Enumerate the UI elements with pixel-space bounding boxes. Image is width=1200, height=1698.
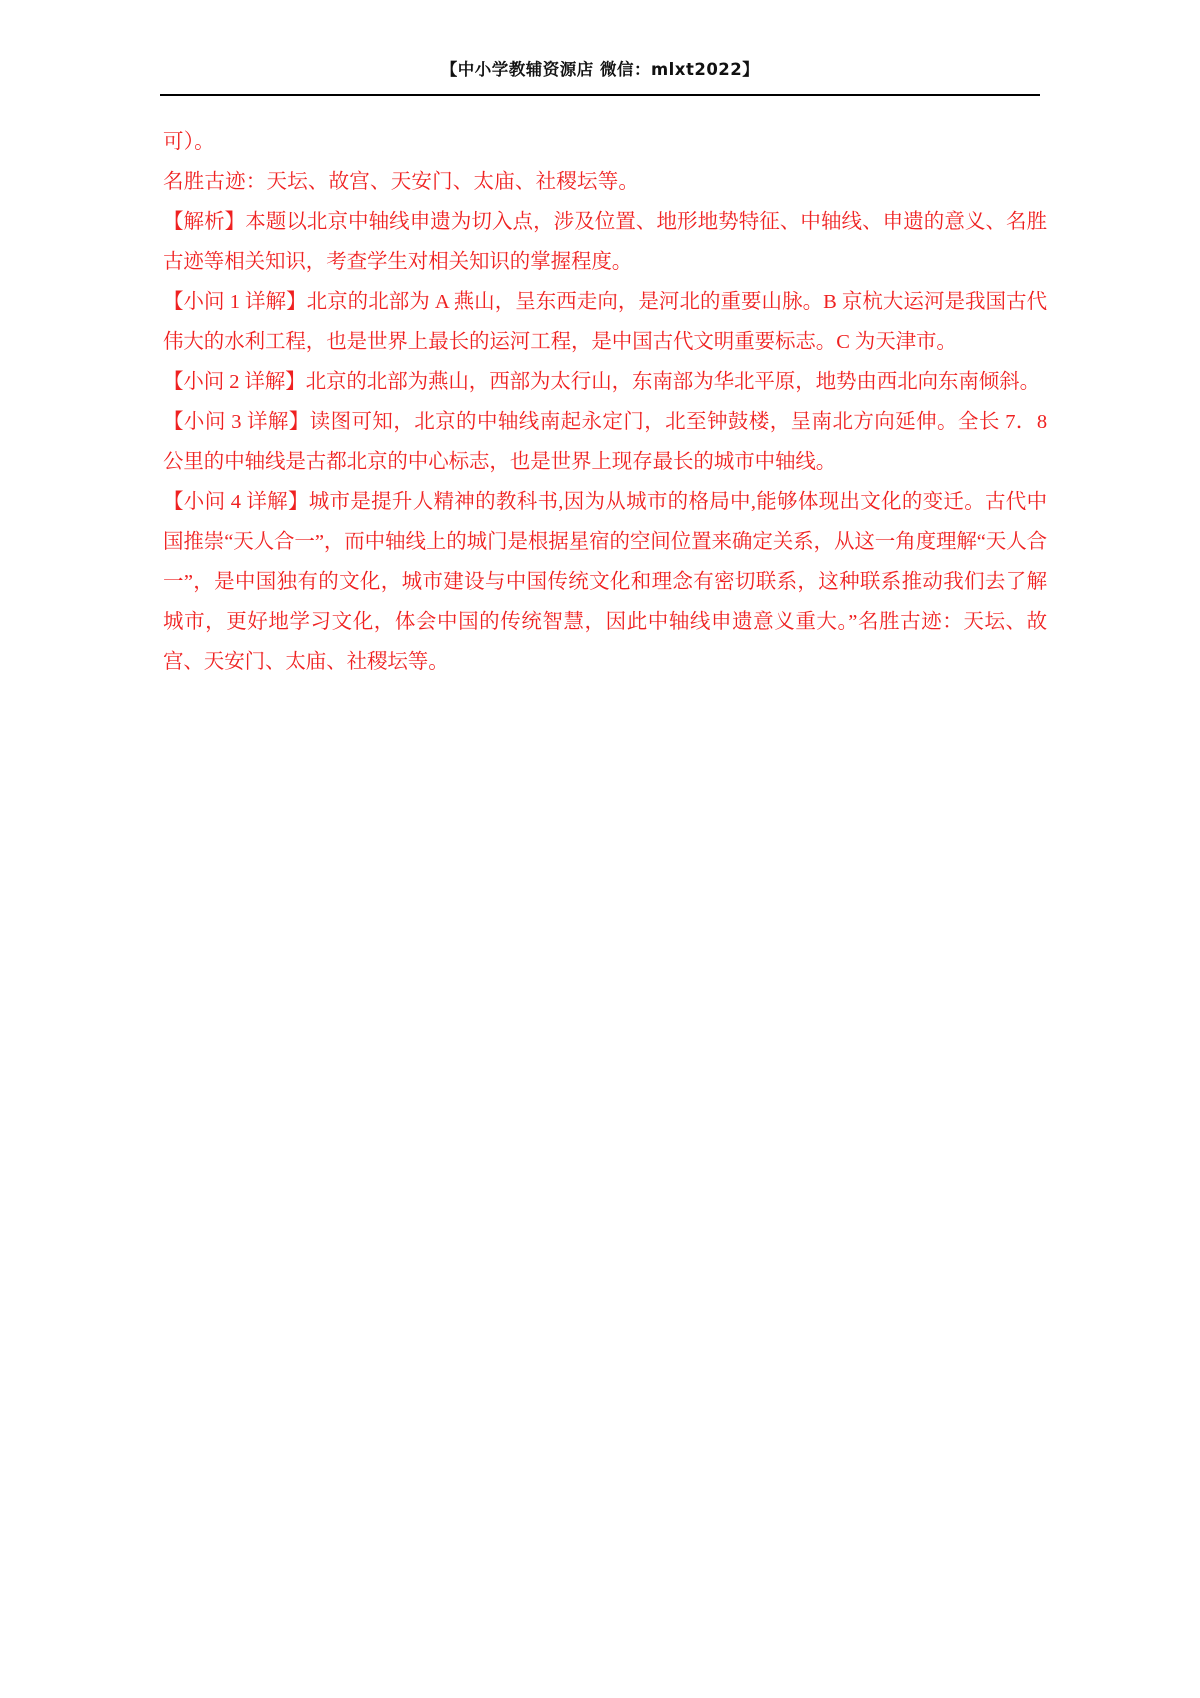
- paragraph-sub-question-3: 【小问 3 详解】读图可知，北京的中轴线南起永定门，北至钟鼓楼，呈南北方向延伸。全长 7．8 公里的中轴线是古都北京的中心标志，也是世界上现存最长的城市中轴线。: [163, 411, 1047, 473]
- paragraph-sub-question-2: 【小问 2 详解】北京的北部为燕山，西部为太行山，东南部为华北平原，地势由西北向东南倾斜。: [163, 371, 1040, 393]
- paragraph-sub-question-4: 【小问 4 详解】城市是提升人精神的教科书,因为从城市的格局中,能够体现出文化的变迁。古代中国推崇“天人合一”，而中轴线上的城门是根据星宿的空间位置来确定关系，从这一角度理解“天人合一”，是中国独有的文化，城市建设与中国传统文化和理念有密切联系，这种联系推动我们去了解城市，更好地学习文化，体会中国的传统智慧，因此中轴线申遗意义重大。”名胜古迹：天坛、故宫、天安门、太庙、社稷坛等。: [163, 491, 1047, 673]
- paragraph-continuation: 可）。: [163, 131, 215, 153]
- paragraph-analysis: 【解析】本题以北京中轴线申遗为切入点，涉及位置、地形地势特征、中轴线、申遗的意义、名胜古迹等相关知识，考查学生对相关知识的掌握程度。: [163, 211, 1047, 273]
- document-body: [163, 122, 1047, 682]
- header-divider: [160, 94, 1040, 96]
- page-header-watermark: 【中小学教辅资源店 微信：mlxt2022】: [440, 60, 760, 79]
- paragraph-sub-question-1: 【小问 1 详解】北京的北部为 A 燕山，呈东西走向，是河北的重要山脉。B 京杭大运河是我国古代伟大的水利工程，也是世界上最长的运河工程，是中国古代文明重要标志。C 为天津市。: [163, 291, 1047, 353]
- paragraph-scenic-spots: 名胜古迹：天坛、故宫、天安门、太庙、社稷坛等。: [163, 171, 640, 193]
